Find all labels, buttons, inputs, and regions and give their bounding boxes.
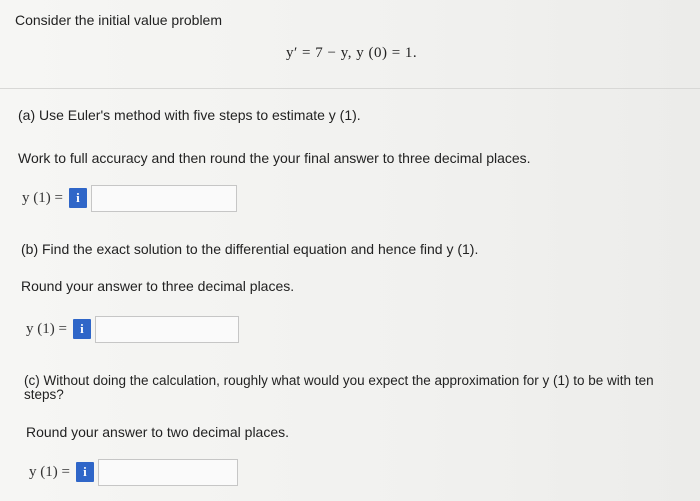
part-a-answer-row: [22, 183, 237, 213]
intro-text: Consider the initial value problem: [15, 12, 222, 28]
ivp-equation: y′ = 7 − y, y (0) = 1.: [286, 45, 418, 61]
part-c-instruction: Round your answer to two decimal places.: [26, 424, 290, 440]
part-c-answer-row: [29, 457, 238, 487]
part-b-prompt: (b) Find the exact solution to the differential equation and hence find y (1).: [21, 241, 479, 257]
info-icon[interactable]: i: [73, 319, 91, 339]
info-icon[interactable]: i: [69, 188, 87, 208]
part-a-answer-label: y (1) =: [22, 189, 63, 206]
part-a-prompt: (a) Use Euler's method with five steps to estimate y (1).: [18, 107, 361, 123]
part-c-prompt-line2: steps?: [24, 387, 64, 402]
divider: [0, 88, 700, 89]
part-b-answer-input[interactable]: [95, 316, 239, 343]
part-c-answer-input[interactable]: [98, 459, 238, 486]
info-icon[interactable]: i: [76, 462, 94, 482]
part-c-prompt-line1: (c) Without doing the calculation, roughly what would you expect the approximation for y (1) to be with ten: [24, 373, 654, 388]
part-c-answer-label: y (1) =: [29, 463, 70, 480]
part-b-answer-label: y (1) =: [26, 320, 67, 337]
part-a-instruction: Work to full accuracy and then round the your final answer to three decimal places.: [18, 150, 531, 166]
part-a-answer-input[interactable]: [91, 185, 237, 212]
part-b-answer-row: [26, 314, 239, 344]
part-b-instruction: Round your answer to three decimal places.: [21, 278, 295, 294]
